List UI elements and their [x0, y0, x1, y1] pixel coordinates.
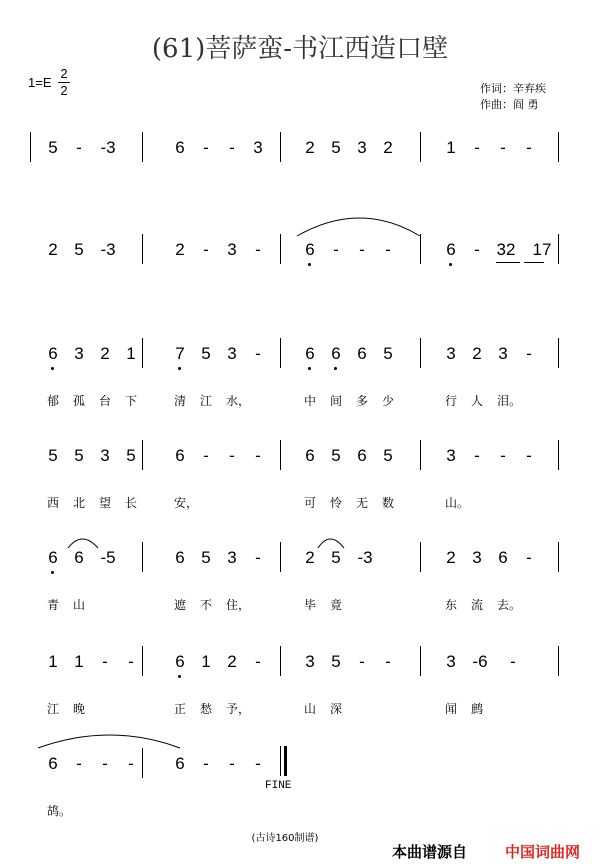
note-1-1-3: - [255, 240, 261, 259]
note-5-1-1: 1 [201, 652, 211, 671]
lyric-4-0-0: 青 [47, 598, 60, 612]
lyric-2-0-0: 郁 [47, 394, 60, 408]
barline [558, 646, 559, 676]
note-2-3-1: 2 [472, 344, 482, 363]
footer-note: (古诗160制谱) [251, 833, 319, 844]
lower-octave-dot [308, 367, 311, 370]
note-5-3-2: - [510, 652, 516, 671]
lyric-2-3-0: 行 [445, 394, 458, 408]
note-5-2-3: - [385, 652, 391, 671]
slur [297, 218, 420, 236]
barline [142, 646, 143, 676]
barline [142, 748, 143, 778]
page-title: (61)菩萨蛮-书江西造口壁 [151, 34, 449, 64]
note-3-2-1: 5 [331, 446, 341, 465]
note-1-3-3: 17 [532, 240, 552, 259]
note-6-1-1: - [203, 754, 209, 773]
lyric-5-2-1: 深 [330, 702, 343, 716]
slur [68, 539, 98, 548]
note-3-1-3: - [255, 446, 261, 465]
barline [142, 542, 143, 572]
note-0-3-1: - [474, 138, 480, 157]
barline [280, 234, 281, 264]
lyric-5-1-0: 正 [174, 702, 187, 716]
note-4-1-1: 5 [201, 548, 211, 567]
note-4-1-3: - [255, 548, 261, 567]
note-6-1-2: - [229, 754, 235, 773]
barline [280, 646, 281, 676]
barline [420, 132, 421, 162]
lyric-3-0-0: 西 [47, 496, 60, 510]
note-0-1-1: - [203, 138, 209, 157]
lyric-2-0-1: 孤 [73, 394, 86, 408]
note-4-3-3: - [526, 548, 532, 567]
lyric-5-1-2: 予， [226, 702, 251, 716]
key-signature: 1=E [28, 75, 52, 90]
lyric-3-2-1: 怜 [330, 496, 343, 510]
note-1-0-1: 5 [74, 240, 84, 259]
note-3-0-2: 3 [100, 446, 110, 465]
note-6-1-0: 6 [175, 754, 185, 773]
lyric-4-0-1: 山 [73, 598, 86, 612]
note-6-0-2: - [102, 754, 108, 773]
note-5-1-2: 2 [227, 652, 237, 671]
note-3-0-0: 5 [48, 446, 58, 465]
note-3-3-2: - [500, 446, 506, 465]
lyric-2-1-2: 水， [226, 394, 251, 408]
lyric-2-2-3: 少 [382, 394, 395, 408]
note-5-1-0: 6 [175, 652, 185, 671]
note-5-0-1: 1 [74, 652, 84, 671]
barline [558, 542, 559, 572]
note-6-1-3: - [255, 754, 261, 773]
lyric-2-2-2: 多 [356, 394, 369, 408]
lyric-4-1-0: 遮 [174, 598, 187, 612]
lyric-5-0-1: 晚 [73, 702, 86, 716]
note-1-2-0: 6 [305, 240, 315, 259]
note-1-3-2: 32 [496, 240, 516, 259]
note-4-3-2: 6 [498, 548, 508, 567]
barline [558, 132, 559, 162]
note-4-3-1: 3 [472, 548, 482, 567]
lyric-2-1-0: 清 [174, 394, 187, 408]
note-2-3-2: 3 [498, 344, 508, 363]
note-0-0-2: -3 [100, 138, 116, 157]
lyricist-credit: 作词：辛弃疾 [480, 82, 546, 95]
fine-marker: FINE [265, 780, 292, 792]
note-5-0-2: - [102, 652, 108, 671]
note-6-0-1: - [76, 754, 82, 773]
note-4-2-2: -3 [357, 548, 373, 567]
barline [280, 132, 281, 162]
lyric-4-1-2: 住， [226, 598, 251, 612]
lyric-5-3-0: 闻 [445, 702, 458, 716]
note-2-1-1: 5 [201, 344, 211, 363]
lyric-2-3-1: 人 [471, 394, 484, 408]
note-4-2-1: 5 [331, 548, 341, 567]
note-0-3-3: - [526, 138, 532, 157]
lower-octave-dot [334, 367, 337, 370]
barline [142, 132, 143, 162]
note-5-2-1: 5 [331, 652, 341, 671]
barline [558, 338, 559, 368]
note-1-2-1: - [333, 240, 339, 259]
lyric-4-1-1: 不 [200, 598, 213, 612]
lyric-4-3-1: 流 [471, 598, 484, 612]
note-3-1-2: - [229, 446, 235, 465]
note-2-1-2: 3 [227, 344, 237, 363]
note-2-0-2: 2 [100, 344, 110, 363]
note-4-2-0: 2 [305, 548, 315, 567]
note-2-2-0: 6 [305, 344, 315, 363]
barline [142, 338, 143, 368]
barline [558, 234, 559, 264]
note-3-3-3: - [526, 446, 532, 465]
note-1-0-0: 2 [48, 240, 58, 259]
note-0-1-0: 6 [175, 138, 185, 157]
note-4-0-1: 6 [74, 548, 84, 567]
note-5-3-0: 3 [446, 652, 456, 671]
beam-underline [524, 262, 544, 263]
note-0-2-1: 5 [331, 138, 341, 157]
lyric-2-3-2: 泪。 [497, 394, 522, 408]
note-1-1-0: 2 [175, 240, 185, 259]
note-5-0-0: 1 [48, 652, 58, 671]
note-3-2-0: 6 [305, 446, 315, 465]
note-3-1-1: - [203, 446, 209, 465]
note-0-0-0: 5 [48, 138, 58, 157]
note-1-1-1: - [203, 240, 209, 259]
note-0-3-2: - [500, 138, 506, 157]
note-0-2-3: 2 [383, 138, 393, 157]
note-4-1-0: 6 [175, 548, 185, 567]
note-1-3-1: - [474, 240, 480, 259]
note-1-0-2: -3 [100, 240, 116, 259]
lower-octave-dot [51, 571, 54, 574]
time-signature-bottom: 2 [60, 83, 68, 98]
barline [420, 440, 421, 470]
note-4-0-0: 6 [48, 548, 58, 567]
note-0-1-3: 3 [253, 138, 263, 157]
lyric-3-1-0: 安， [174, 496, 199, 510]
note-2-2-2: 6 [357, 344, 367, 363]
note-1-2-3: - [385, 240, 391, 259]
note-2-2-1: 6 [331, 344, 341, 363]
note-0-2-2: 3 [357, 138, 367, 157]
slur [38, 735, 180, 748]
time-signature-top: 2 [60, 66, 68, 81]
note-5-0-3: - [128, 652, 134, 671]
note-5-2-2: - [359, 652, 365, 671]
note-1-3-0: 6 [446, 240, 456, 259]
barline [142, 234, 143, 264]
note-0-3-0: 1 [446, 138, 456, 157]
note-5-3-1: -6 [472, 652, 488, 671]
lyric-2-0-2: 台 [99, 394, 112, 408]
note-3-3-0: 3 [446, 446, 456, 465]
note-4-1-2: 3 [227, 548, 237, 567]
lyric-4-3-0: 东 [445, 598, 458, 612]
note-4-0-2: -5 [100, 548, 116, 567]
barline-start [30, 132, 31, 162]
lyric-3-3-0: 山。 [445, 496, 470, 510]
note-2-0-3: 1 [126, 344, 136, 363]
barline [420, 234, 421, 264]
note-2-3-0: 3 [446, 344, 456, 363]
note-2-0-0: 6 [48, 344, 58, 363]
note-1-2-2: - [359, 240, 365, 259]
note-2-0-1: 3 [74, 344, 84, 363]
note-3-2-2: 6 [357, 446, 367, 465]
note-6-0-3: - [128, 754, 134, 773]
lyric-5-0-0: 江 [47, 702, 60, 716]
note-0-1-2: - [229, 138, 235, 157]
lyric-3-0-3: 长 [125, 496, 138, 510]
lyric-5-3-1: 鹧 [471, 702, 484, 716]
note-5-1-3: - [255, 652, 261, 671]
lyric-6-0-0: 鸪。 [47, 804, 72, 818]
lyric-4-2-1: 竟 [330, 598, 343, 612]
source-credit: 本曲谱源自 [392, 843, 468, 861]
note-3-1-0: 6 [175, 446, 185, 465]
note-1-1-2: 3 [227, 240, 237, 259]
lyric-4-3-2: 去。 [497, 598, 522, 612]
note-3-2-3: 5 [383, 446, 393, 465]
barline [280, 338, 281, 368]
lyric-3-2-2: 无 [356, 496, 369, 510]
note-2-2-3: 5 [383, 344, 393, 363]
barline [420, 646, 421, 676]
lyric-2-2-0: 中 [304, 394, 317, 408]
lower-octave-dot [449, 263, 452, 266]
note-4-3-0: 2 [446, 548, 456, 567]
composer-credit: 作曲：阎 勇 [480, 98, 539, 111]
final-barline-thin [280, 746, 281, 776]
barline [558, 440, 559, 470]
barline [280, 440, 281, 470]
lyric-5-2-0: 山 [304, 702, 317, 716]
lower-octave-dot [51, 367, 54, 370]
barline [420, 542, 421, 572]
lyric-2-2-1: 间 [330, 394, 343, 408]
note-2-1-0: 7 [175, 344, 185, 363]
lyric-4-2-0: 毕 [304, 598, 317, 612]
note-0-2-0: 2 [305, 138, 315, 157]
barline [142, 440, 143, 470]
barline [420, 338, 421, 368]
slur [318, 539, 344, 548]
lyric-3-0-2: 望 [99, 496, 112, 510]
note-5-2-0: 3 [305, 652, 315, 671]
note-6-0-0: 6 [48, 754, 58, 773]
lyric-3-2-0: 可 [304, 496, 317, 510]
note-2-1-3: - [255, 344, 261, 363]
note-3-0-1: 5 [74, 446, 84, 465]
note-0-0-1: - [76, 138, 82, 157]
lyric-2-1-1: 江 [200, 394, 213, 408]
source-site-link[interactable]: 中国词曲网 [505, 843, 581, 861]
lower-octave-dot [308, 263, 311, 266]
lower-octave-dot [178, 367, 181, 370]
lyric-5-1-1: 愁 [200, 702, 213, 716]
final-barline-thick [284, 746, 287, 776]
lyric-3-0-1: 北 [73, 496, 86, 510]
lower-octave-dot [178, 675, 181, 678]
note-3-3-1: - [474, 446, 480, 465]
note-2-3-3: - [526, 344, 532, 363]
barline [280, 542, 281, 572]
lyric-3-2-3: 数 [382, 496, 395, 510]
lyric-2-0-3: 下 [125, 394, 138, 408]
note-3-0-3: 5 [126, 446, 136, 465]
beam-underline [496, 262, 520, 263]
